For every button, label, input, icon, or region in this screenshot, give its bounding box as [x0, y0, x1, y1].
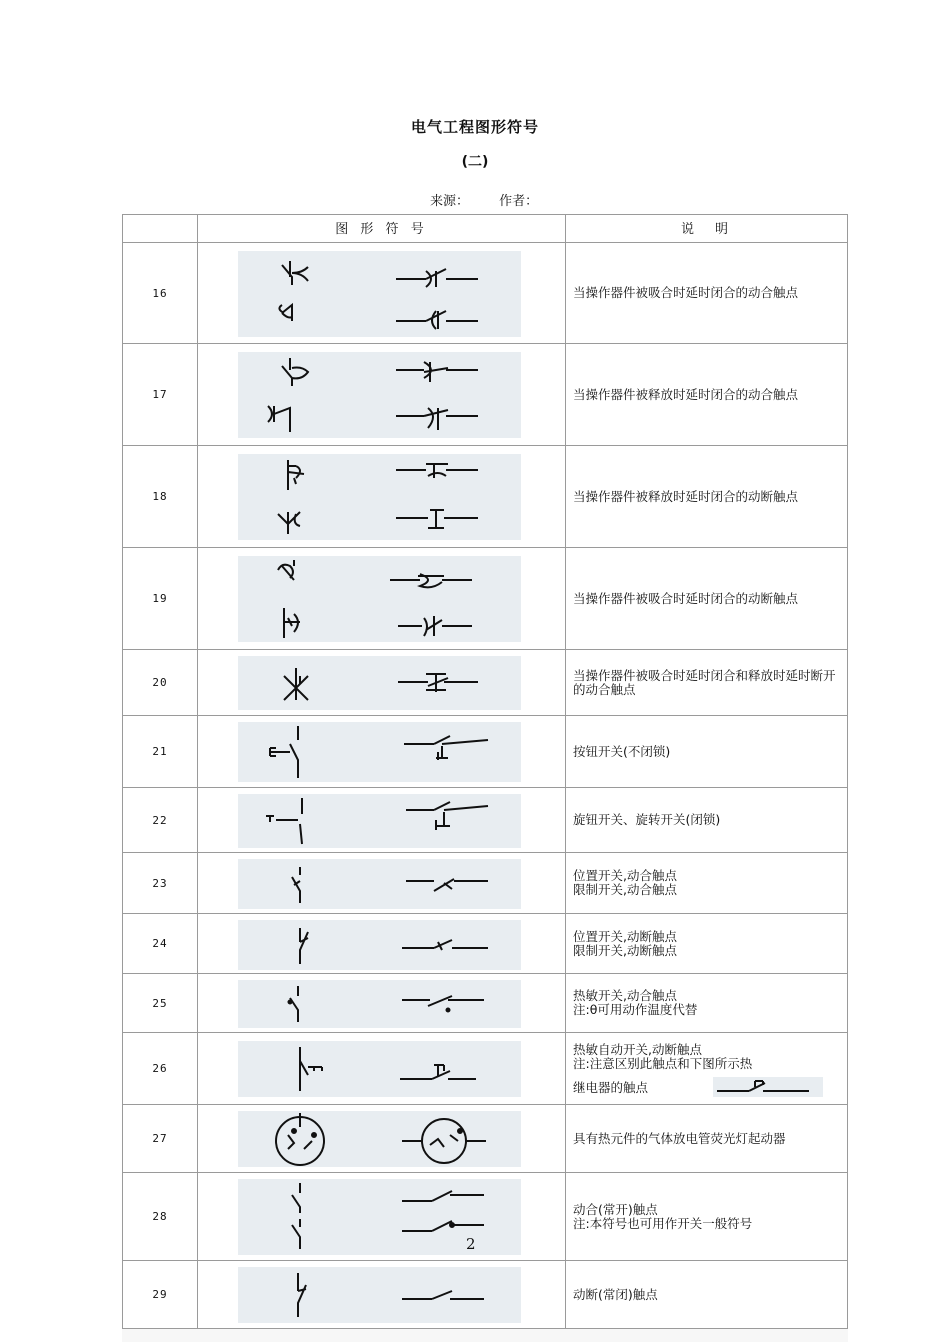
row-description-line2: 注:θ可用动作温度代替	[573, 1002, 698, 1017]
description-cell	[565, 445, 848, 548]
symbol-cell	[197, 852, 566, 914]
row-description: 当操作器件被吸合时延时闭合的动合触点	[573, 285, 799, 300]
symbol-cell	[197, 1172, 566, 1261]
row-number: 25	[122, 973, 198, 1033]
description-cell	[565, 649, 848, 716]
description-cell	[565, 343, 848, 446]
row-number: 27	[122, 1104, 198, 1173]
row-description: 旋钮开关、旋转开关(闭锁)	[573, 812, 721, 827]
symbol-cell	[197, 1032, 566, 1105]
symbol-cell	[197, 547, 566, 650]
symbol-cell	[197, 242, 566, 344]
source-line	[430, 190, 564, 209]
row-description: 当操作器件被释放时延时闭合的动断触点	[573, 488, 799, 504]
row-number: 17	[122, 343, 198, 446]
row-number: 28	[122, 1172, 198, 1261]
row-number: 24	[122, 913, 198, 974]
delay-make-contact-16-icon	[238, 251, 521, 337]
description-cell	[565, 852, 848, 914]
header-description: 说 明	[565, 214, 848, 243]
row-description: 按钮开关(不闭锁)	[573, 743, 671, 759]
thermal-switch-make-icon	[238, 980, 521, 1028]
row-description-line3: 继电器的触点	[573, 1079, 649, 1095]
row-description-line2: 注:注意区别此触点和下图所示热	[573, 1055, 753, 1071]
description-cell	[565, 242, 848, 344]
delay-break-contact-18-icon	[238, 454, 521, 540]
row-description: 当操作器件被吸合时延时闭合和释放时延时断开的动合触点	[573, 667, 836, 697]
row-description-line2: 限制开关,动断触点	[573, 942, 677, 958]
symbol-cell	[197, 1260, 566, 1329]
description-cell	[565, 547, 848, 650]
delay-make-break-contact-20-icon	[238, 656, 521, 710]
header-symbol: 图 形 符 号	[197, 214, 566, 243]
next-row-edge	[122, 1328, 848, 1343]
row-description: 当操作器件被吸合时延时闭合的动断触点	[573, 590, 799, 606]
symbol-cell	[197, 715, 566, 788]
delay-break-contact-19-icon	[238, 556, 521, 642]
author-label: 作者：	[499, 194, 539, 209]
description-cell	[565, 715, 848, 788]
break-contact-icon	[238, 1267, 521, 1323]
description-cell	[565, 1260, 848, 1329]
row-number: 26	[122, 1032, 198, 1105]
row-description: 位置开关,动断触点	[573, 928, 677, 944]
row-number: 16	[122, 242, 198, 344]
symbol-cell	[197, 445, 566, 548]
source-label: 来源：	[430, 194, 470, 209]
thermal-relay-contact-icon	[713, 1077, 823, 1097]
position-switch-make-icon	[238, 859, 521, 909]
page-title: 电气工程图形符号	[410, 118, 539, 136]
push-button-icon	[238, 722, 521, 782]
description-cell	[565, 1032, 848, 1105]
make-contact-icon	[238, 1179, 521, 1255]
description-cell	[565, 973, 848, 1033]
row-description: 热敏自动开关,动断触点	[573, 1041, 702, 1057]
symbol-cell	[197, 973, 566, 1033]
row-description-line2: 限制开关,动合触点	[573, 882, 677, 897]
row-description: 位置开关,动合触点	[573, 868, 677, 883]
row-description: 动断(常闭)触点	[573, 1286, 658, 1302]
page-number: 2	[466, 1235, 476, 1253]
page-subtitle: (二)	[461, 154, 489, 170]
row-number: 18	[122, 445, 198, 548]
row-description-line2: 注:本符号也可用作开关一般符号	[573, 1215, 753, 1231]
row-number: 20	[122, 649, 198, 716]
description-cell	[565, 1104, 848, 1173]
description-cell	[565, 1172, 848, 1261]
description-cell	[565, 787, 848, 853]
delay-make-contact-17-icon	[238, 352, 521, 438]
symbol-cell	[197, 1104, 566, 1173]
row-number: 19	[122, 547, 198, 650]
thermal-auto-switch-break-icon	[238, 1041, 521, 1097]
symbol-cell	[197, 787, 566, 853]
starter-icon	[238, 1111, 521, 1167]
row-number: 22	[122, 787, 198, 853]
row-description: 动合(常开)触点	[573, 1201, 658, 1217]
row-description: 热敏开关,动合触点	[573, 988, 677, 1003]
symbol-cell	[197, 343, 566, 446]
symbol-cell	[197, 649, 566, 716]
row-description: 具有热元件的气体放电管荧光灯起动器	[573, 1130, 786, 1146]
rotary-switch-icon	[238, 794, 521, 848]
row-number: 21	[122, 715, 198, 788]
row-description: 当操作器件被释放时延时闭合的动合触点	[573, 386, 799, 402]
description-cell	[565, 913, 848, 974]
header-number	[122, 214, 198, 243]
row-number: 23	[122, 852, 198, 914]
symbol-cell	[197, 913, 566, 974]
row-number: 29	[122, 1260, 198, 1329]
position-switch-break-icon	[238, 920, 521, 970]
